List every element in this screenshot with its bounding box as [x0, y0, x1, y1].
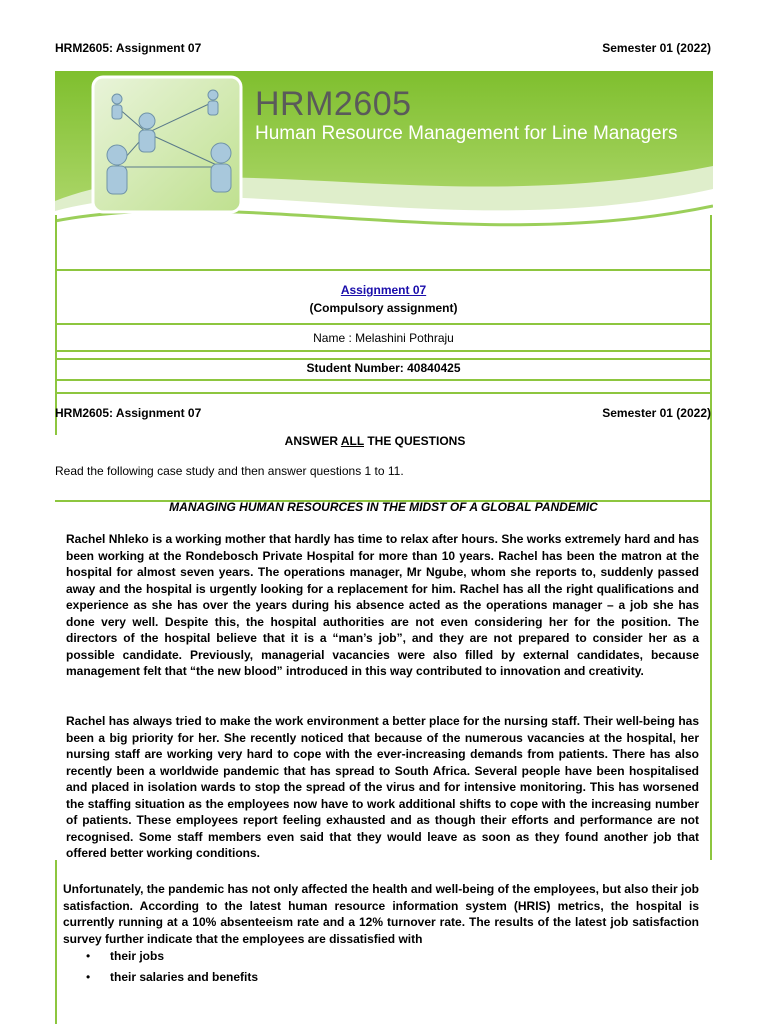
frame-left-line-lower: [55, 860, 57, 1024]
page2-semester: Semester 01 (2022): [602, 406, 711, 420]
frame-divider: [55, 358, 712, 360]
answer-pre: ANSWER: [284, 434, 341, 448]
frame-left-line: [55, 215, 57, 435]
answer-all-instruction: [55, 434, 695, 448]
banner-course-title: Human Resource Management for Line Managers: [255, 123, 678, 144]
frame-divider: [55, 350, 712, 352]
case-paragraph-1: Rachel Nhleko is a working mother that hardly has time to relax after hours. She works extremely hard and has been working at the Rondebosch Private Hospital for more than 10 years. Rachel has been the matron at the hospital for almost seven years. The operations manager, Mr Ngube, whom she reports to, suddenly passed away and the hospital is urgently looking for a replacement for him. Rachel has all the right qualifications and experience as she has over the years during his absence acted as the operations manager – a job she has done very well. Despite this, the hospital authorities are not even considering her for the position. The directors of the hospital believe that it is a “man’s job”, and they are not prepared to consider her as a possible candidate. Previously, managerial vacancies were also filled by external candidates, because management felt that “the new blood” introduced in this way contributed to innovation and creativity.: [66, 532, 699, 678]
frame-divider: [55, 379, 712, 381]
page2-course-assignment: HRM2605: Assignment 07: [55, 406, 202, 420]
case-paragraph-2: Rachel has always tried to make the work environment a better place for the nursing staff. Their well-being has been a big priority for her. She recently noticed that because of the numerous vacancies at the hospital, her nursing staff are working very hard to cope with the ever-increasing demands from patients. There has also recently been a worldwide pandemic that has spread to South Africa. Several people have been hospitalised and placed in isolation wards to stop the spread of the virus and for intensive monitoring. This has worsened the staffing situation as the employees now have to work additional shifts to cope with the increasing number of patients. These employees report feeling exhausted and as though their efforts and performance are not recognised. Some staff members even said that they would leave as soon as they found another job that offered better working conditions.: [66, 714, 699, 860]
student-name: Name : Melashini Pothraju: [313, 331, 454, 345]
frame-divider: [55, 392, 712, 394]
answer-all-emphasis: ALL: [340, 434, 364, 448]
course-banner: [55, 71, 713, 251]
list-item: • their salaries and benefits: [64, 970, 664, 991]
list-item: • their jobs: [64, 949, 664, 970]
student-number: Student Number: 40840425: [306, 361, 461, 375]
banner-course-code: HRM2605: [255, 85, 412, 123]
header-course-assignment: HRM2605: Assignment 07: [55, 41, 202, 55]
frame-divider: [55, 323, 712, 325]
compulsory-label: (Compulsory assignment): [309, 301, 458, 315]
case-paragraph-3: Unfortunately, the pandemic has not only affected the health and well-being of the employees, but also their job satisfaction. According to the latest human resource information system (HRIS) metrics, the hospital is currently running at a 10% absenteeism rate and a 12% turnover rate. The results of the latest job satisfaction survey further indicate that the employees are dissatisfied with: [63, 882, 699, 946]
intro-text: Read the following case study and then answer questions 1 to 11.: [55, 464, 404, 478]
header-semester: Semester 01 (2022): [602, 41, 711, 55]
dissatisfaction-list: [64, 949, 664, 991]
assignment-link[interactable]: Assignment 07: [340, 283, 427, 297]
answer-post: THE QUESTIONS: [364, 434, 466, 448]
case-study-title: MANAGING HUMAN RESOURCES IN THE MIDST OF A GLOBAL PANDEMIC: [169, 500, 598, 514]
frame-divider: [55, 269, 712, 271]
